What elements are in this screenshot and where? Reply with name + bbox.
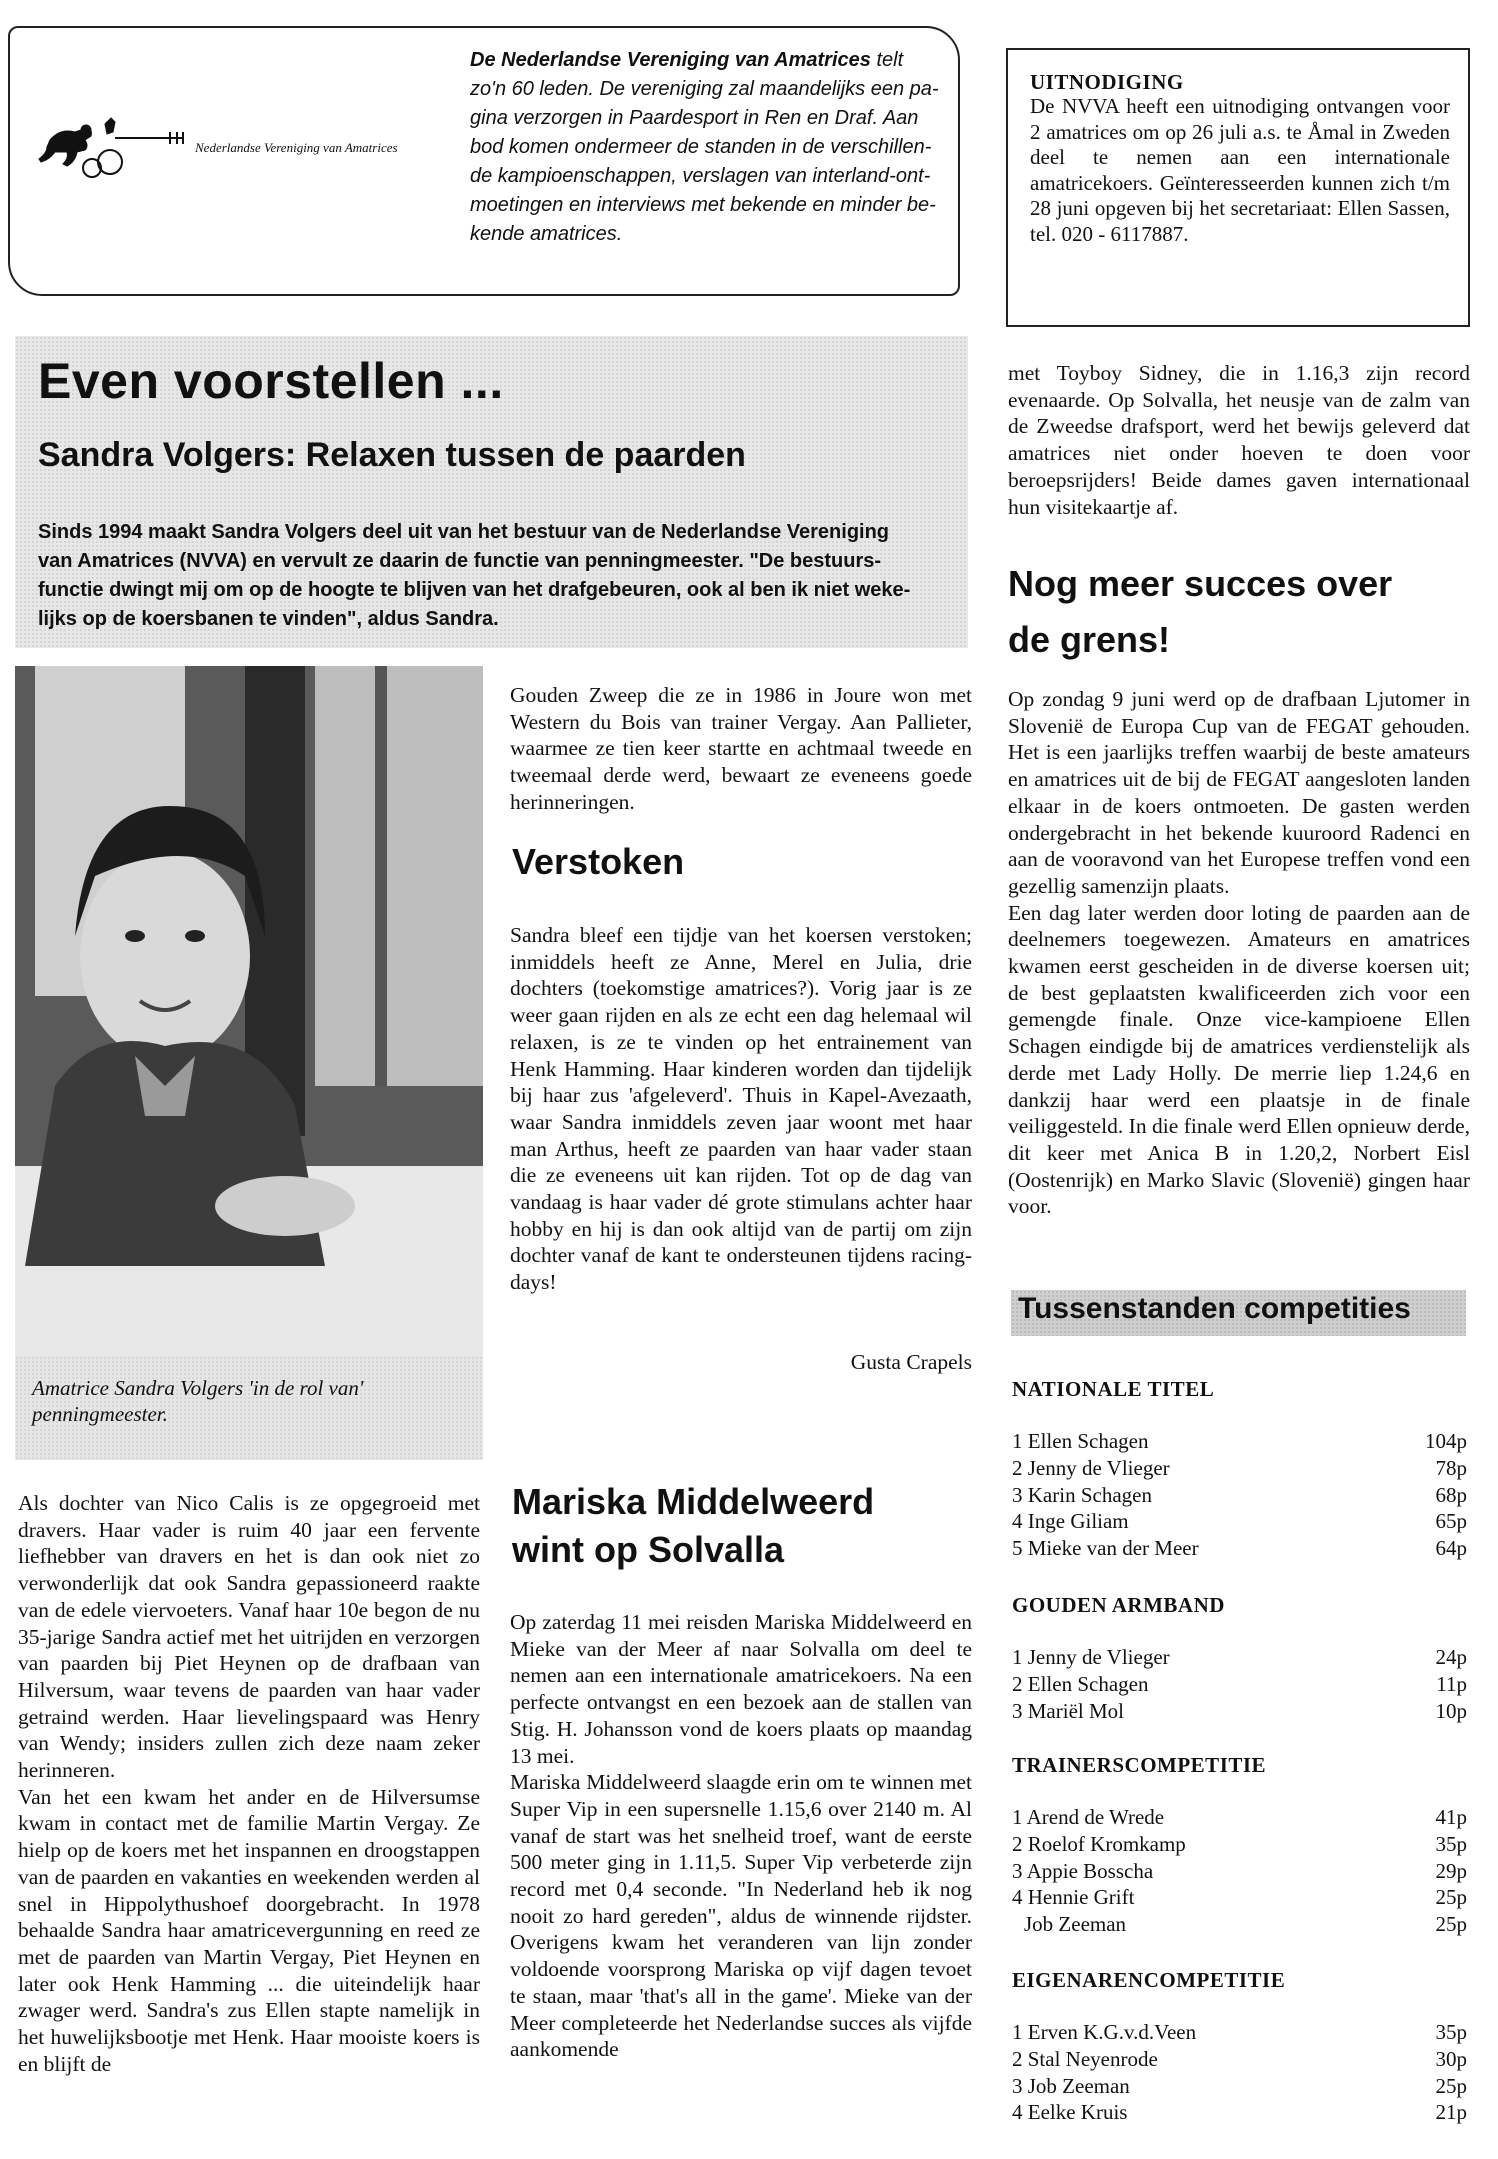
verstoken-text: Sandra bleef een tijdje van het koersen verstoken; inmiddels heeft ze Anne, Merel en Julia, drie dochters (toekomstige amatrices?). Vorig jaar is ze weer gaan rijden en als ze echt een dag helemaal wil relaxen, is ze te vinden op het entrainement van Henk Hamming. Haar kinderen worden dan tijdelijk bij haar zus 'afgeleverd'. Thuis in Kapel-Avezaath, waar Sandra inmiddels zeven jaar woont met haar man Arthus, heeft ze paarden van haar vader staan die ze eveneens uit kan rijden. Tot op de dag van vandaag is haar vader dé grote stimulans achter haar hobby en hij is dan ook altijd van de partij om zijn dochter vanaf de kant te ondersteunen tijdens racing-days! <box>510 923 972 1295</box>
standings-category-gouden-armband <box>1012 1593 1467 1724</box>
heading-line: wint op Solvalla <box>512 1529 785 1570</box>
standings-row: 1 Jenny de Vlieger 24p <box>1012 1645 1467 1669</box>
paragraph: Als dochter van Nico Calis is ze opgegroeid met dravers. Haar vader is ruim 40 jaar een fervente liefhebber van dravers en het is dan ook niet zo verwonderlijk dat ook Sandra gepassioneerd raakte van de edele viervoeters. Vanaf haar 10e begon de nu 35-jarige Sandra actief met het uitrijden en verzorgen van paarden bij Piet Heynen op de drafbaan van Hilversum, waar tevens de paarden van haar vader getraind werden. Haar lievelingspaard was Henry van Wendy; insiders zullen zich deze naam zeker herinneren. <box>18 1491 480 1783</box>
standings-row: 5 Mieke van der Meer 64p <box>1012 1536 1467 1561</box>
article-column-2-top: Gouden Zweep die ze in 1986 in Joure won met Western du Bois van trainer Vergay. Aan Pallieter, waarmee ze tien keer startte en achtmaal tweede en tweemaal derde werd, bewaart ze eveneens goede herinneringen. <box>510 683 972 814</box>
heading-line: de grens! <box>1008 619 1171 660</box>
nvva-line: kende amatrices. <box>470 223 623 245</box>
mariska-text <box>510 1609 972 2063</box>
standings-category-eigenarencompetitie <box>1012 1968 1467 2126</box>
standings-row: 3 Mariël Mol 10p <box>1012 1698 1467 1723</box>
category-title: GOUDEN ARMBAND <box>1012 1593 1225 1617</box>
feature-intro <box>38 518 933 634</box>
succes-text <box>1008 686 1470 1220</box>
invitation-body: De NVVA heeft een uitnodiging ontvangen voor 2 amatrices om op 26 juli a.s. te Åmal in Zweden deel te nemen aan een internationale amatricekoers. Geïnteresseerden kunnen zich t/m 28 juni opgeven bij het secretariaat: Ellen Sassen, tel. 020 - 6117887. <box>1030 94 1450 246</box>
nvva-line: bod komen ondermeer de standen in de verschillen- <box>470 136 932 158</box>
standings-row: 2 Stal Neyenrode 30p <box>1012 2046 1467 2071</box>
invitation-title: UITNODIGING <box>1030 70 1184 94</box>
nvva-line: de kampioenschappen, verslagen van interland-ont- <box>470 165 931 187</box>
article-column-1 <box>18 1490 480 2077</box>
paragraph: Van het een kwam het ander en de Hilversumse kwam in contact met de familie Martin Vergay. Ze hielp op de koers met het inspannen en droogstappen van de paarden en vakanties en weekenden werden al snel in Hippolythushoef doorgebracht. In 1978 behaalde Sandra haar amatricevergunning en reed ze met de paarden van Martin Vergay, Piet Heynen en later ook Henk Hamming ... die uiteindelijk haar zwager werd. Sandra's zus Ellen stapte namelijk in het huwelijksbootje met Henk. Haar mooiste koers is en blijft de <box>18 1784 480 2076</box>
paragraph: Een dag later werden door loting de paarden aan de deelnemers toegewezen. Amateurs en amatrices kwamen eerst gescheiden in de diverse koersen uit; de best geplaatsten kwalificeerden zich voor een gemengde finale. Onze vice-kampioene Ellen Schagen eindigde bij de amatrices verdienstelijk als derde met Lady Holly. De merrie liep 1.24,6 en dankzij haar werd een plaatsje in de finale veiliggesteld. In die finale werd Ellen opnieuw derde, dit keer met Anica B in 1.20,2, Norbert Eisl (Oostenrijk) en Marko Slavic (Slovenië) gingen haar voor. <box>1008 900 1470 1219</box>
standings-row: 2 Ellen Schagen 11p <box>1012 1671 1467 1696</box>
nvva-line: moetingen en interviews met bekende en minder be- <box>470 194 936 216</box>
standings-row: 4 Hennie Grift 25p <box>1012 1885 1467 1910</box>
standings-row: 3 Job Zeeman 25p <box>1012 2073 1467 2098</box>
section-heading-verstoken: Verstoken <box>512 841 685 882</box>
author-credit: Gusta Crapels <box>850 1350 972 1374</box>
standings-row: 4 Inge Giliam 65p <box>1012 1509 1467 1534</box>
feature-subtitle: Sandra Volgers: Relaxen tussen de paarden <box>38 436 746 474</box>
portrait-photo <box>15 666 483 1356</box>
nvva-line: zo'n 60 leden. De vereniging zal maandelijks een pa- <box>470 78 939 100</box>
standings-row: 3 Karin Schagen 68p <box>1012 1482 1467 1507</box>
nvva-line: gina verzorgen in Paardesport in Ren en Draf. Aan <box>470 107 919 129</box>
heading-line: Mariska Middelweerd <box>512 1481 875 1522</box>
feature-title: Even voorstellen ... <box>38 353 504 409</box>
nvva-intro-text <box>470 46 945 249</box>
nvva-line: De Nederlandse Vereniging van Amatrices telt <box>470 49 904 71</box>
intro-line: Sinds 1994 maakt Sandra Volgers deel uit van het bestuur van de Nederlandse Vereniging <box>38 521 890 543</box>
heading-line: Nog meer succes over <box>1008 563 1393 604</box>
standings-row: 1 Arend de Wrede 41p <box>1012 1805 1467 1829</box>
category-title: EIGENARENCOMPETITIE <box>1012 1968 1286 1992</box>
section-heading-succes <box>1008 556 1392 668</box>
article-column-3-top: met Toyboy Sidney, die in 1.16,3 zijn record evenaarde. Op Solvalla, het neusje van de zalm van de Zweedse drafsport, werd het bewijs geleverd dat amatrices niet onder hoeven te doen voor beroepsrijders! Beide dames gaven internationaal hun visitekaartje af. <box>1008 361 1470 519</box>
intro-line: van Amatrices (NVVA) en vervult ze daarin de functie van penningmeester. "De bestuurs- <box>38 550 882 572</box>
paragraph: Op zaterdag 11 mei reisden Mariska Middelweerd en Mieke van der Meer af naar Solvalla om deel te nemen aan een internationale amatricekoers. Na een perfecte ontvangst en een bezoek aan de stallen van Stig. H. Johansson vond de koers plaats op maandag 13 mei. <box>510 1610 972 1768</box>
standings-category-trainerscompetitie <box>1012 1753 1467 1938</box>
standings-row: 2 Jenny de Vlieger 78p <box>1012 1455 1467 1480</box>
standings-category-nationale-titel <box>1012 1377 1467 1562</box>
photo-caption: Amatrice Sandra Volgers 'in de rol van' penningmeester. <box>32 1376 364 1426</box>
section-heading-mariska <box>512 1478 874 1574</box>
standings-row: 3 Appie Bosscha 29p <box>1012 1858 1467 1883</box>
logo-caption: Nederlandse Vereniging van Amatrices <box>195 140 398 155</box>
category-title: NATIONALE TITEL <box>1012 1377 1215 1401</box>
intro-line: functie dwingt mij om op de hoogte te blijven van het drafgebeuren, ook al ben ik niet weke- <box>38 579 911 601</box>
standings-row: Job Zeeman 25p <box>1024 1912 1467 1937</box>
paragraph: Mariska Middelweerd slaagde erin om te winnen met Super Vip in een supersnelle 1.15,6 over 2140 m. Al vanaf de start was het snelheid troef, want de eerste 500 meter ging in 1.11,5. Super Vip verbeterde zijn record met 0,4 seconde. "In Nederland heb ik nog nooit zo hard gereden", aldus de winnende rijdster. Overigens kwam het veranderen van lijn zonder voldoende voorsprong Mariska op vijf dagen tevoet te staan, maar 'that's all in the game'. Mieke van der Meer completeerde het Nederlandse succes als vijfde aankomende <box>510 1770 972 2062</box>
invitation-box <box>1006 48 1470 327</box>
standings-row: 4 Eelke Kruis 21p <box>1012 2100 1467 2125</box>
standings-row: 2 Roelof Kromkamp 35p <box>1012 1831 1467 1856</box>
intro-line: lijks op de koersbanen te vinden", aldus Sandra. <box>38 608 499 630</box>
category-title: TRAINERSCOMPETITIE <box>1012 1753 1267 1777</box>
standings-row: 1 Erven K.G.v.d.Veen 35p <box>1012 2020 1467 2044</box>
harness-racing-logo-icon <box>30 110 190 185</box>
paragraph: Op zondag 9 juni werd op de drafbaan Ljutomer in Slovenië de Europa Cup van de FEGAT gehouden. Het is een jaarlijks treffen waarbij de beste amateurs en amatrices uit de bij de FEGAT aangesloten landen elkaar in de koers ontmoeten. De gasten werden ondergebracht in het bekende kuuroord Radenci en aan de vooravond van het Europese treffen vond een gezellig samenzijn plaats. <box>1008 687 1470 898</box>
standings-heading: Tussenstanden competities <box>1018 1292 1411 1325</box>
standings-row: 1 Ellen Schagen 104p <box>1012 1429 1467 1453</box>
